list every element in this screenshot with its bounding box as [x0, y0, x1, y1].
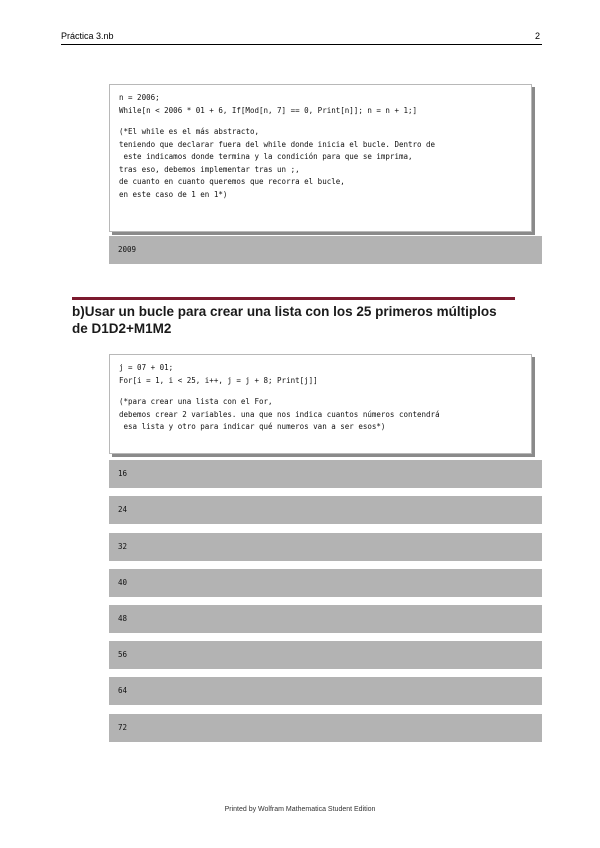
page-number: 2 [535, 31, 541, 41]
header-divider [61, 44, 542, 45]
code-line: While[n < 2006 * 01 + 6, If[Mod[n, 7] == 0, Print[n]]; n = n + 1;] [119, 105, 418, 115]
code-line: teniendo que declarar fuera del while donde inicia el bucle. Dentro de [119, 139, 436, 149]
print-footer: Printed by Wolfram Mathematica Student Edition [224, 806, 376, 813]
output-cell[interactable]: 48 [109, 605, 542, 633]
code-line: tras eso, debemos implementar tras un ;, [119, 164, 300, 174]
code-line: esa lista y otro para indicar qué numeros van a ser esos*) [119, 422, 386, 431]
code-line: n = 2006; [119, 93, 160, 102]
blank-line [119, 387, 531, 396]
output-cell[interactable]: 64 [109, 677, 542, 705]
output-cell[interactable]: 16 [109, 460, 542, 488]
code-line: en este caso de 1 en 1*) [119, 189, 228, 199]
output-cell-while[interactable]: 2009 [109, 236, 542, 264]
input-cell-while[interactable] [109, 84, 532, 232]
section-heading: b)Usar un bucle para crear una lista con los 25 primeros múltiplos de D1D2+M1M2 [72, 304, 497, 336]
code-line: For[i = 1, i < 25, i++, j = j + 8; Print[j]] [119, 375, 318, 385]
output-cell[interactable]: 72 [109, 714, 542, 742]
code-line: este indicamos donde termina y la condición para que se imprima, [119, 152, 413, 161]
output-cell[interactable]: 56 [109, 641, 542, 669]
blank-line [119, 117, 531, 126]
notebook-title: Práctica 3.nb [61, 31, 114, 41]
section-divider [72, 297, 515, 300]
code-line: debemos crear 2 variables. una que nos indica cuantos números contendrá [119, 409, 440, 419]
output-cell[interactable]: 32 [109, 533, 542, 561]
output-cell[interactable]: 24 [109, 496, 542, 524]
code-line: de cuanto en cuanto queremos que recorra el bucle, [119, 177, 345, 186]
output-cell[interactable]: 40 [109, 569, 542, 597]
input-cell-for[interactable] [109, 354, 532, 454]
code-line: (*para crear una lista con el For, [119, 397, 273, 406]
code-line: (*El while es el más abstracto, [119, 127, 259, 136]
code-line: j = 07 + 01; [119, 363, 174, 372]
